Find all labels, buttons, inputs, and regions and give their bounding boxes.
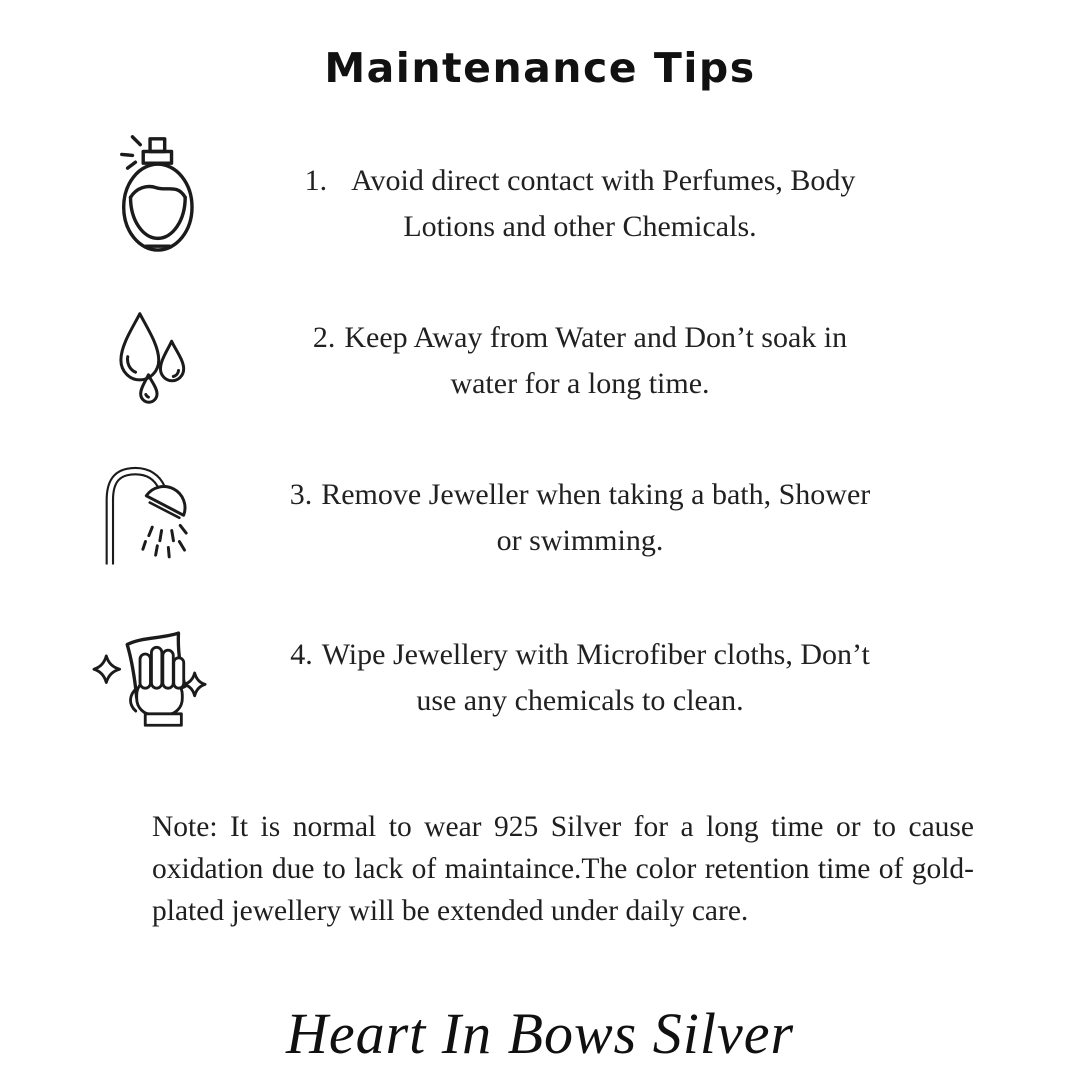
tip-line-2: water for a long time. [450,367,710,400]
tip-number: 1. [304,164,328,197]
tip-number: 2. [312,321,336,354]
tip-text-1 [195,158,965,250]
tip-line-1 [195,632,965,678]
wipe-clean-icon [92,616,208,730]
tip-line-2: use any chemicals to clean. [416,684,744,717]
perfume-spray-icon [103,131,201,253]
water-drops-icon [108,305,194,411]
shower-icon [96,461,200,567]
tip-line-1 [195,472,965,518]
note-text: Note: It is normal to wear 925 Silver for a long time or to cause oxidation due to lack of maintaince.The color retention time of gold-plated jewellery will be extended under daily care. [152,811,974,927]
tip-text-3 [195,472,965,564]
tip-number: 3. [289,478,313,511]
tip-line-1-text: Avoid direct contact with Perfumes, Body [351,164,856,197]
tip-row-2 [0,301,1080,451]
tip-number: 4. [290,638,313,671]
tip-text-2 [195,315,965,407]
tip-line-1 [195,158,965,204]
tip-line-1-text: Keep Away from Water and Don’t soak in [344,321,848,354]
tip-line-1-text: Remove Jeweller when taking a bath, Shower [321,478,871,511]
tip-line-2: or swimming. [496,524,664,557]
page-title: Maintenance Tips [324,44,756,92]
tip-line-1-text: Wipe Jewellery with Microfiber cloths, Don’t [321,638,870,671]
tip-line-2: Lotions and other Chemicals. [403,210,757,243]
tip-row-3 [0,459,1080,609]
tip-line-1 [195,315,965,361]
tip-row-1 [0,131,1080,281]
tip-row-4 [0,614,1080,764]
tip-text-4 [195,632,965,724]
brand-name: Heart In Bows Silver [285,1001,795,1066]
